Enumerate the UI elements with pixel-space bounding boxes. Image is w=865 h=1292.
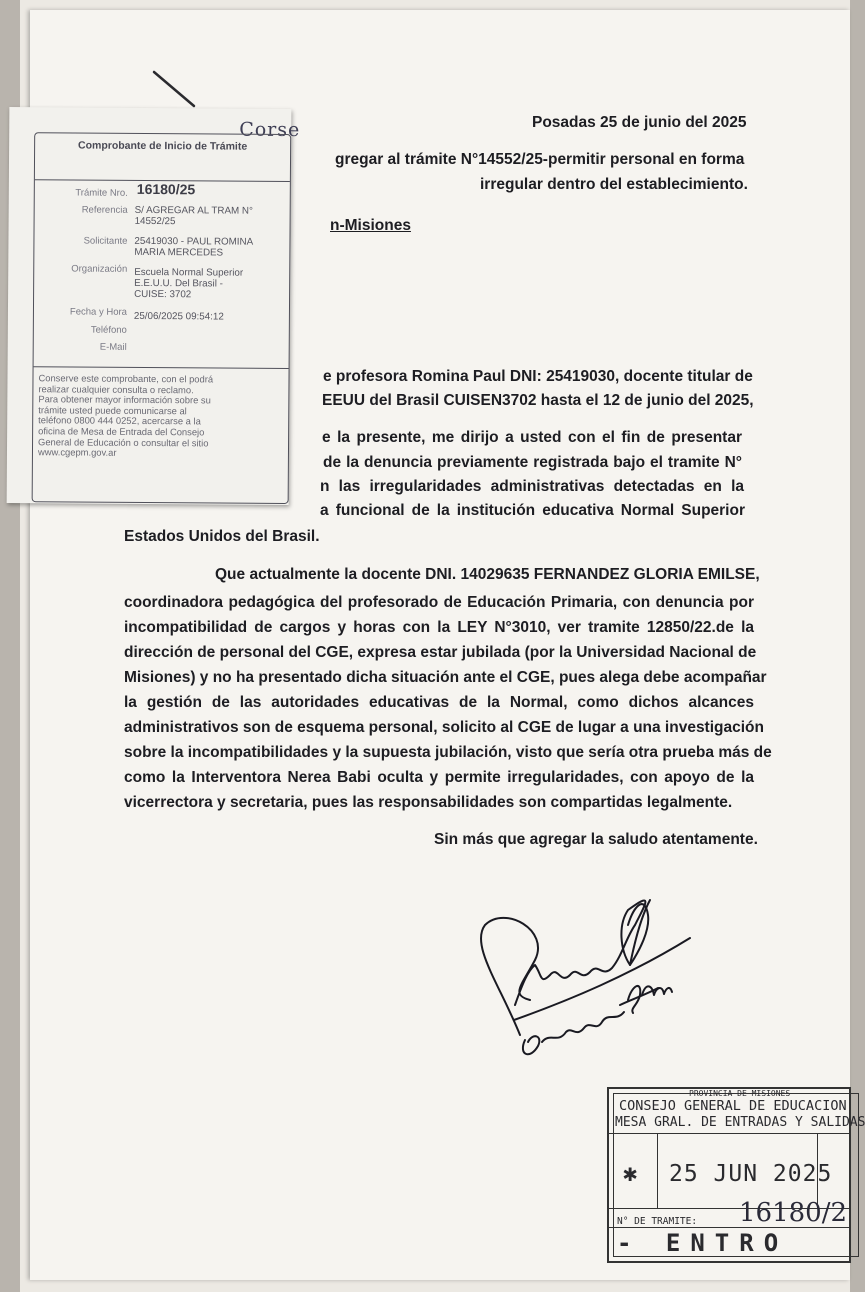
paragraph-3-line-1: Que actualmente la docente DNI. 14029635 FERNANDEZ GLORIA EMILSE,: [215, 566, 760, 583]
paragraph-3-line-5: Misiones) y no ha presentado dicha situación ante el CGE, pues alega debe acompañar: [124, 669, 767, 686]
addressee: n-Misiones: [330, 217, 411, 234]
stamp-divider: [657, 1133, 658, 1208]
receipt-note-line: General de Educación o consultar el sitio: [38, 435, 209, 448]
receipt-title: Comprobante de Inicio de Trámite: [77, 139, 248, 153]
telefono-label: Teléfono: [90, 324, 127, 336]
stamp-divider: [609, 1227, 849, 1228]
paragraph-2-line-4: a funcional de la institución educativa Normal Superior: [320, 502, 745, 519]
receipt-divider-bottom: [34, 366, 289, 369]
receipt-handwritten-note: Corse: [239, 118, 301, 142]
receipt-note-line: Para obtener mayor información sobre su: [38, 393, 211, 406]
paragraph-2-line-3: n las irregularidades administrativas detectadas en la: [320, 478, 744, 495]
referencia-value-2: 14552/25: [134, 215, 176, 228]
receipt-box: [32, 132, 292, 504]
organizacion-value-3: CUISE: 3702: [134, 288, 192, 301]
fecha-label: Fecha y Hora: [69, 306, 127, 318]
referencia-label: Referencia: [81, 204, 128, 216]
paragraph-2-line-1: e la presente, me dirijo a usted con el fin de presentar: [322, 429, 742, 446]
referencia-value-1: S/ AGREGAR AL TRAM N°: [134, 204, 253, 217]
organizacion-value-2: E.E.U.U. Del Brasil -: [134, 277, 223, 290]
paragraph-1-line-2: EEUU del Brasil CUISEN3702 hasta el 12 de junio del 2025,: [322, 392, 754, 409]
paragraph-1-line-1: e profesora Romina Paul DNI: 25419030, docente titular de: [323, 368, 753, 385]
solicitante-label: Solicitante: [83, 235, 128, 247]
organizacion-value-1: Escuela Normal Superior: [134, 266, 244, 279]
paragraph-2-end: Estados Unidos del Brasil.: [124, 528, 320, 545]
receipt-slip: [7, 107, 301, 505]
receipt-note-line: trámite usted puede comunicarse al: [38, 404, 187, 417]
stamp-tramite-label: N° DE TRAMITE:: [617, 1216, 698, 1227]
subject-line-1: gregar al trámite N°14552/25-permitir personal en forma: [335, 151, 745, 168]
closing: Sin más que agregar la saludo atentamente.: [434, 831, 758, 848]
paragraph-3-line-2: coordinadora pedagógica del profesorado de Educación Primaria, con denuncia por: [124, 594, 754, 611]
receipt-note-line: www.cgepm.gov.ar: [37, 446, 117, 458]
receipt-note: [38, 373, 285, 459]
paragraph-2-line-2: de la denuncia previamente registrada bajo el tramite N°: [323, 454, 742, 471]
receipt-note-line: Conserve este comprobante, con el podrá: [38, 372, 214, 385]
paragraph-3-line-6: la gestión de las autoridades educativas de la Normal, como dichos alcances: [124, 694, 754, 711]
receipt-note-line: oficina de Mesa de Entrada del Consejo: [38, 425, 205, 438]
paragraph-3-line-7: administrativos son de esquema personal, solicito al CGE de lugar a una investigación: [124, 719, 764, 736]
stamp-province: PROVINCIA DE MISIONES: [689, 1089, 791, 1098]
receipt-note-line: realizar cualquier consulta o reclamo.: [38, 382, 194, 395]
tramite-value: 16180/25: [136, 180, 196, 198]
subject-line-2: irregular dentro del establecimiento.: [480, 176, 748, 193]
email-label: E-Mail: [99, 341, 127, 353]
stamp-entro: - ENTRO: [617, 1229, 789, 1257]
tramite-label: Trámite Nro.: [75, 187, 128, 199]
place-date: Posadas 25 de junio del 2025: [532, 114, 747, 131]
stamp-date: 25 JUN 2025: [669, 1161, 833, 1187]
stamp-line-1: CONSEJO GENERAL DE EDUCACION: [619, 1098, 847, 1114]
stamp-divider: [609, 1133, 849, 1134]
reception-stamp: [607, 1087, 865, 1263]
solicitante-value-1: 25419030 - PAUL ROMINA: [134, 235, 254, 248]
paragraph-3-line-3: incompatibilidad de cargos y horas con la LEY N°3010, ver tramite 12850/22.de la: [124, 619, 754, 636]
receipt-note-line: teléfono 0800 444 0252, acercarse a la: [38, 414, 201, 427]
paragraph-3-line-9: como la Interventora Nerea Babi oculta y permite irregularidades, con apoyo de la: [124, 769, 754, 786]
pen-mark: [150, 68, 200, 110]
star-icon: ✱: [623, 1159, 638, 1187]
paragraph-3-line-4: dirección de personal del CGE, expresa estar jubilada (por la Universidad Nacional de: [124, 644, 757, 661]
signature-text: Romina Paul: [648, 970, 655, 971]
paragraph-3-line-10: vicerrectora y secretaria, pues las responsabilidades son compartidas legalmente.: [124, 794, 733, 811]
solicitante-value-2: MARIA MERCEDES: [134, 246, 224, 259]
fecha-value: 25/06/2025 09:54:12: [133, 310, 224, 323]
paragraph-3-line-8: sobre la incompatibilidades y la supuesta jubilación, visto que sería otra prueba más de: [124, 744, 772, 761]
stamp-tramite-value: 16180/2: [739, 1198, 848, 1228]
organizacion-label: Organización: [71, 263, 128, 275]
stamp-line-2: MESA GRAL. DE ENTRADAS Y SALIDAS: [615, 1115, 865, 1130]
